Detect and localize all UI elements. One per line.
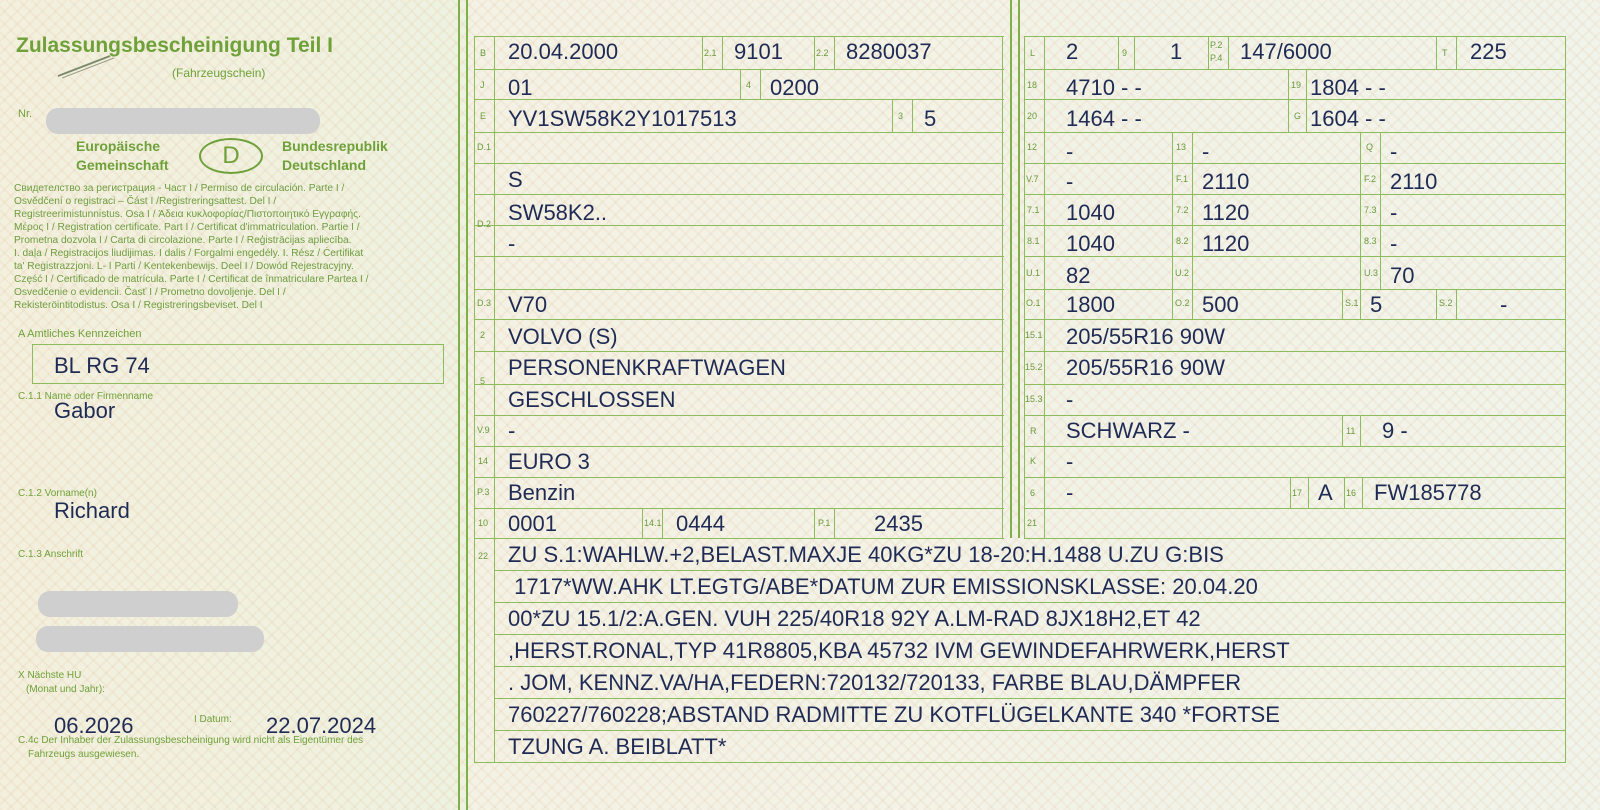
width: 1804 - - xyxy=(1310,75,1386,100)
issue-date: 22.07.2024 xyxy=(266,713,377,738)
field-V9-label: V.9 xyxy=(477,425,490,435)
grid-line xyxy=(1024,477,1566,478)
grid-line xyxy=(1360,289,1361,319)
field-3-label: 3 xyxy=(898,111,904,121)
axle-load-1: 1040 xyxy=(1066,200,1115,225)
grid-line xyxy=(474,762,1566,763)
grid-line xyxy=(722,36,723,69)
field-15-1-label: 15.1 xyxy=(1025,330,1043,340)
field-O2-label: O.2 xyxy=(1175,298,1190,308)
license-plate: BL RG 74 xyxy=(54,353,150,378)
type-extra: - xyxy=(508,231,516,256)
field-18-label: 18 xyxy=(1027,80,1038,90)
grid-line xyxy=(1208,36,1209,69)
field-S1-label: S.1 xyxy=(1345,298,1359,308)
field-2-label: 2 xyxy=(480,330,486,340)
top-speed: 225 xyxy=(1470,39,1507,64)
grid-line xyxy=(1024,384,1566,385)
field-F2-label: F.2 xyxy=(1364,174,1377,184)
grid-line xyxy=(474,36,1004,37)
field-17-label: 17 xyxy=(1292,488,1303,498)
ownership-note-line-1: C.4c Der Inhaber der Zulassungsbescheinigung wird nicht als Eigentümer des xyxy=(18,735,364,746)
multilingual-line: Μέρος I / Registration certificate. Part I / Certificat d'immatriculation. Partie I / xyxy=(14,222,360,233)
axle-count: 2 xyxy=(1066,39,1079,64)
field-P1-label: P.1 xyxy=(818,518,831,528)
stationary-noise: 82 xyxy=(1066,263,1091,288)
field-U3-label: U.3 xyxy=(1364,268,1379,278)
support-load: - xyxy=(1202,139,1210,164)
multilingual-line: Część I / Certificado de matrícula. Parte I / Certificat de înmatriculare Partea I / xyxy=(14,274,369,285)
grid-line xyxy=(1436,289,1437,319)
grid-line xyxy=(494,538,495,762)
grid-line xyxy=(1024,69,1566,70)
field-R-label: R xyxy=(1030,426,1037,436)
driving-noise: 70 xyxy=(1390,263,1415,288)
grid-line xyxy=(474,132,1004,133)
vehicle-category: PERSONENKRAFTWAGEN xyxy=(508,355,786,380)
next-inspection-date: 06.2026 xyxy=(54,713,134,738)
grid-line xyxy=(814,36,815,69)
grid-line xyxy=(474,384,1004,385)
owner-name-label: C.1.1 Name oder Firmenname xyxy=(18,391,154,402)
grid-line xyxy=(1172,132,1173,319)
axle-load-3: - xyxy=(1390,200,1398,225)
grid-line xyxy=(1024,351,1566,352)
document-subtitle: (Fahrzeugschein) xyxy=(172,66,266,80)
power-rpm: 147/6000 xyxy=(1240,39,1332,64)
type-version: SW58K2.. xyxy=(508,200,608,225)
empty-weight: 1604 - - xyxy=(1310,106,1386,131)
field-14-label: 14 xyxy=(478,456,489,466)
multilingual-line: Osvědčení o registraci – Část I /Registreringsattest. Del I / xyxy=(14,196,277,207)
grid-line xyxy=(1360,415,1361,446)
grid-line xyxy=(1362,477,1363,508)
remark-line: 00*ZU 15.1/2:A.GEN. VUH 225/40R18 92Y A.LM-RAD 8JX18H2,ET 42 xyxy=(508,606,1201,631)
grid-line xyxy=(1290,477,1291,508)
first-name: Richard xyxy=(54,498,130,523)
field-4-label: 4 xyxy=(746,80,752,90)
grid-line xyxy=(474,163,1004,164)
grid-line xyxy=(642,508,643,538)
grid-line xyxy=(1380,132,1381,289)
tyres-axle-1: 205/55R16 90W xyxy=(1066,324,1225,349)
panel-divider-mid xyxy=(1010,0,1012,538)
multilingual-line: Registreerimistunnistus. Osa I / Άδεια κυκλοφορίας/Πιστοποιητικό Εγγραφής. xyxy=(14,209,361,220)
axle-load-permitted-1: 1040 xyxy=(1066,231,1115,256)
grid-line xyxy=(760,69,761,99)
grid-line xyxy=(474,69,1004,70)
grid-line xyxy=(1044,36,1045,538)
grid-line xyxy=(1024,446,1566,447)
grid-line xyxy=(1024,225,1566,226)
multilingual-line: Свидетелство за регистрация - Част I / Permiso de circulación. Parte I / xyxy=(14,183,345,194)
issue-date-label: I Datum: xyxy=(194,714,232,725)
grid-line xyxy=(474,36,475,538)
trailer-load-braked: 1800 xyxy=(1066,292,1115,317)
field-L-label: L xyxy=(1030,48,1036,58)
field-K-label: K xyxy=(1030,456,1037,466)
vin: YV1SW58K2Y1017513 xyxy=(508,106,737,131)
manufacturer-code: 9101 xyxy=(734,39,783,64)
field-D1-label: D.1 xyxy=(477,142,492,152)
grid-line xyxy=(494,698,1566,699)
next-inspection-label: X Nächste HU xyxy=(18,670,82,681)
redacted-document-number xyxy=(46,108,320,134)
grid-line xyxy=(1288,69,1289,132)
panel-divider-left xyxy=(458,0,460,810)
tank-volume: - xyxy=(1066,139,1074,164)
grid-line xyxy=(814,508,815,538)
remark-line: 760227/760228;ABSTAND RADMITTE ZU KOTFLÜGELKANTE 340 *FORTSE xyxy=(508,702,1280,727)
grid-line xyxy=(474,538,475,762)
multilingual-line: Rekisteröintitodistus. Osa I / Registreringsbeviset. Del I xyxy=(14,300,263,311)
co2: - xyxy=(1066,169,1074,194)
grid-line xyxy=(1342,415,1343,446)
grid-line xyxy=(474,508,1004,509)
grid-line xyxy=(474,194,1004,195)
next-inspection-label-2: (Monat und Jahr): xyxy=(26,684,105,695)
emission-code: 0001 xyxy=(508,511,557,536)
grid-line xyxy=(474,446,1004,447)
grid-line xyxy=(474,538,1004,539)
field-14-1-label: 14.1 xyxy=(644,518,662,528)
nr-label: Nr. xyxy=(18,108,33,120)
eu-label-2: Gemeinschaft xyxy=(76,157,169,173)
type-approval-date: - xyxy=(1066,480,1074,505)
emission-key: 0444 xyxy=(676,511,725,536)
multilingual-line: Osvedčenie o evidencii. Časť I / Prometno dovoljenje. Del I / xyxy=(14,287,286,298)
field-J-label: J xyxy=(480,80,485,90)
remark-line: ,HERST.RONAL,TYP 41R8805,KBA 45732 IVM GEWINDEFAHRWERK,HERST xyxy=(508,638,1290,663)
remark-line: TZUNG A. BEIBLATT* xyxy=(508,734,727,759)
grid-line xyxy=(1024,163,1566,164)
grid-line xyxy=(474,289,1004,290)
tyres-axle-2: 205/55R16 90W xyxy=(1066,355,1225,380)
field-22-label: 22 xyxy=(478,551,489,561)
remark-line: 1717*WW.AHK LT.EGTG/ABE*DATUM ZUR EMISSIONSKLASSE: 20.04.20 xyxy=(508,574,1258,599)
grid-line xyxy=(474,319,1004,320)
trailer-load-unbraked: 500 xyxy=(1202,292,1239,317)
field-12-label: 12 xyxy=(1027,142,1038,152)
emission-class-eu: - xyxy=(508,418,516,443)
power-weight-ratio: - xyxy=(1390,139,1398,164)
type-approval-number: - xyxy=(1066,449,1074,474)
grid-line xyxy=(702,36,703,69)
length: 4710 - - xyxy=(1066,75,1142,100)
field-9-label: 9 xyxy=(1122,48,1128,58)
operating-permit-code: A xyxy=(1318,480,1333,505)
grid-line xyxy=(474,477,1004,478)
field-S2-label: S.2 xyxy=(1439,298,1453,308)
field-2-2-label: 2.2 xyxy=(816,48,829,58)
grid-line xyxy=(1565,36,1566,538)
first-registration-date: 20.04.2000 xyxy=(508,39,619,64)
grid-line xyxy=(1118,36,1119,69)
grid-line xyxy=(494,602,1566,603)
certificate-part2-number: FW185778 xyxy=(1374,480,1482,505)
grid-line xyxy=(834,508,835,538)
axle-load-permitted-2: 1120 xyxy=(1202,231,1250,256)
first-name-label: C.1.2 Vorname(n) xyxy=(18,488,97,499)
grid-line xyxy=(834,36,835,69)
tyres-axle-3: - xyxy=(1066,387,1074,412)
grid-line xyxy=(474,256,1004,257)
grid-line xyxy=(1308,477,1309,508)
remark-line: . JOM, KENNZ.VA/HA,FEDERN:720132/720133, FARBE BLAU,DÄMPFER xyxy=(508,670,1242,695)
panel-divider-mid-2 xyxy=(1018,0,1020,538)
grid-line xyxy=(494,666,1566,667)
field-8-3-label: 8.3 xyxy=(1364,236,1377,246)
max-mass-permitted: 2110 xyxy=(1390,169,1438,194)
grid-line xyxy=(494,634,1566,635)
grid-line xyxy=(474,415,1004,416)
axle-load-permitted-3: - xyxy=(1390,231,1398,256)
field-15-2-label: 15.2 xyxy=(1025,362,1043,372)
grid-line xyxy=(1565,538,1566,762)
field-T-label: T xyxy=(1442,48,1448,58)
grid-line xyxy=(1436,36,1437,69)
panel-divider-left-2 xyxy=(466,0,468,810)
grid-line xyxy=(892,99,893,132)
grid-line xyxy=(1024,194,1566,195)
grid-line xyxy=(1002,36,1003,538)
field-F1-label: F.1 xyxy=(1176,174,1189,184)
field-7-3-label: 7.3 xyxy=(1364,205,1377,215)
field-10-label: 10 xyxy=(478,518,489,528)
field-V7-label: V.7 xyxy=(1026,174,1039,184)
field-5-label: 5 xyxy=(480,376,486,386)
grid-line xyxy=(1024,256,1566,257)
grid-line xyxy=(1024,319,1566,320)
grid-line xyxy=(474,351,1004,352)
field-6-label: 6 xyxy=(1030,488,1036,498)
grid-line xyxy=(1024,132,1566,133)
grid-line xyxy=(1192,132,1193,319)
field-P4-label: P.4 xyxy=(1210,53,1223,63)
grid-line xyxy=(494,730,1566,731)
vin-check-digit: 5 xyxy=(924,106,937,131)
brd-label-1: Bundesrepublik xyxy=(282,138,388,154)
multilingual-line: I. daļa / Registracijos liudijimas. I dalis / Forgalmi engedély. I. Rész / Ċertifikat xyxy=(14,248,364,259)
grid-line xyxy=(1024,538,1566,539)
owner-name: Gabor xyxy=(54,398,116,423)
type-code: 8280037 xyxy=(846,39,932,64)
address-label: C.1.3 Anschrift xyxy=(18,549,84,560)
grid-line xyxy=(740,69,741,99)
emission-class: EURO 3 xyxy=(508,449,590,474)
field-G-label: G xyxy=(1294,111,1302,121)
plate-label: A Amtliches Kennzeichen xyxy=(18,328,142,340)
country-code: D xyxy=(222,142,240,169)
make: VOLVO (S) xyxy=(508,324,618,349)
multilingual-line: Prometna dozvola I / Carta di circolazione. Parte I / Reģistrācijas apliecība. xyxy=(14,235,352,246)
field-U1-label: U.1 xyxy=(1026,268,1041,278)
displacement: 2435 xyxy=(874,511,923,536)
grid-line xyxy=(1024,289,1566,290)
field-O1-label: O.1 xyxy=(1026,298,1041,308)
field-11-label: 11 xyxy=(1346,426,1356,436)
standing-places: - xyxy=(1500,292,1508,317)
grid-line xyxy=(1344,477,1345,508)
field-B-label: B xyxy=(480,48,487,58)
field-13-label: 13 xyxy=(1176,142,1187,152)
field-2-1-label: 2.1 xyxy=(704,48,717,58)
field-Q-label: Q xyxy=(1366,142,1374,152)
grid-line xyxy=(494,570,1566,571)
grid-line xyxy=(1456,289,1457,319)
fuel-type: Benzin xyxy=(508,480,576,505)
field-8-2-label: 8.2 xyxy=(1176,236,1189,246)
document-title: Zulassungsbescheinigung Teil I xyxy=(16,34,333,57)
field-15-3-label: 15.3 xyxy=(1025,394,1043,404)
pen-mark-icon xyxy=(56,52,116,80)
axle-load-2: 1120 xyxy=(1202,200,1250,225)
height: 1464 - - xyxy=(1066,106,1142,131)
grid-line xyxy=(1024,36,1566,37)
grid-line xyxy=(474,225,1004,226)
max-mass-technical: 2110 xyxy=(1202,169,1250,194)
grid-line xyxy=(1306,69,1307,132)
type-variant: S xyxy=(508,167,523,192)
field-21-label: 21 xyxy=(1027,518,1038,528)
ownership-note-line-2: Fahrzeugs ausgewiesen. xyxy=(28,749,140,760)
eu-label-1: Europäische xyxy=(76,138,161,154)
remark-line: ZU S.1:WAHLW.+2,BELAST.MAXJE 40KG*ZU 18-20:H.1488 U.ZU G:BIS xyxy=(508,542,1224,567)
color: SCHWARZ - xyxy=(1066,418,1190,443)
seats: 5 xyxy=(1370,292,1383,317)
grid-line xyxy=(474,99,1004,100)
redacted-address-line-2 xyxy=(36,626,264,652)
multilingual-titles xyxy=(14,182,459,312)
field-8-1-label: 8.1 xyxy=(1027,236,1040,246)
grid-line xyxy=(1134,36,1135,69)
field-P3-label: P.3 xyxy=(477,487,490,497)
grid-line xyxy=(1228,36,1229,69)
field-D3-label: D.3 xyxy=(477,298,492,308)
trade-name: V70 xyxy=(508,292,548,317)
field-U2-label: U.2 xyxy=(1175,268,1190,278)
multilingual-line: ta' Reġistrazzjoni. L- I Parti / Kentekenbewijs. Deel I / Dowód Rejestracyjny. xyxy=(14,261,354,272)
body-description: GESCHLOSSEN xyxy=(508,387,676,412)
country-oval xyxy=(199,138,263,174)
vehicle-class: 01 xyxy=(508,75,533,100)
grid-line xyxy=(1342,289,1343,319)
field-E-label: E xyxy=(480,111,487,121)
field-P2-label: P.2 xyxy=(1210,40,1223,50)
grid-line xyxy=(1456,36,1457,69)
field-20-label: 20 xyxy=(1027,111,1038,121)
grid-line xyxy=(1024,36,1025,538)
field-7-1-label: 7.1 xyxy=(1027,205,1040,215)
grid-line xyxy=(912,99,913,132)
redacted-address-line-1 xyxy=(38,591,238,617)
driven-axles: 1 xyxy=(1170,39,1183,64)
grid-line xyxy=(1024,415,1566,416)
grid-line xyxy=(494,36,495,538)
field-19-label: 19 xyxy=(1291,80,1302,90)
grid-line xyxy=(1360,132,1361,289)
field-16-label: 16 xyxy=(1346,488,1357,498)
field-7-2-label: 7.2 xyxy=(1176,205,1189,215)
grid-line xyxy=(662,508,663,538)
body-type: 0200 xyxy=(770,75,819,100)
grid-line xyxy=(1024,508,1566,509)
brd-label-2: Deutschland xyxy=(282,157,367,173)
field-D2-label: D.2 xyxy=(477,219,492,229)
color-code: 9 - xyxy=(1382,418,1408,443)
